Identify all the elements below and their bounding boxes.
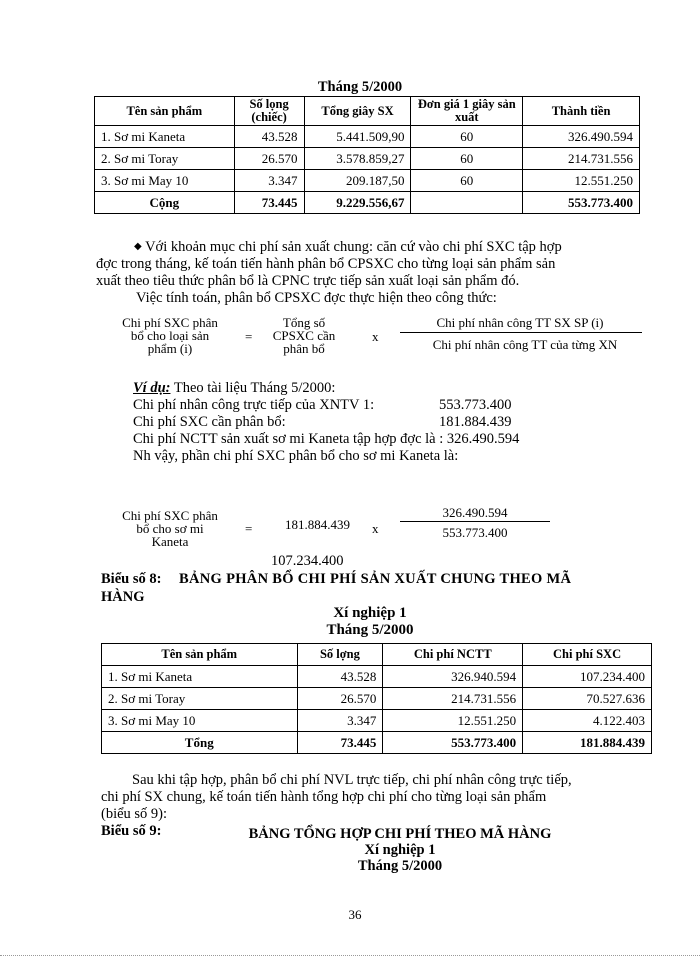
header-cell: Số lọng (chiếc) [234,97,304,126]
bieu8-title: BẢNG PHÂN BỔ CHI PHÍ SẢN XUẤT CHUNG THEO MÃ [179,571,572,587]
header-cell: Đơn giá 1 giây sản xuất [411,97,523,126]
formula-text: CPSXC cần [272,328,336,343]
total-seconds: 5.441.509,90 [304,126,411,148]
total-label: Tổng [102,732,298,754]
formula1-left [110,316,230,355]
example-line: Nh vậy, phần chi phí SXC phân bổ cho sơ mi Kaneta là: [133,448,459,464]
equals-sign: = [245,329,253,344]
paragraph-line: Với khoản mục chi phí sản xuất chung: căn cứ vào chi phí SXC tập hợp [145,239,562,255]
example-label: Ví dụ: [133,380,171,396]
example-line: Theo tài liệu Tháng 5/2000: [173,380,336,396]
paragraph-line: chi phí SX chung, kế toán tiến hành tổng hợp chi phí cho từng loại sản phẩm [101,789,547,805]
product-name: 1. Sơ mi Kaneta [95,126,235,148]
product-name: 3. Sơ mi May 10 [102,710,298,732]
table-row [102,666,652,688]
table-header-row [95,97,640,126]
times-sign: x [372,329,379,344]
equals-sign: = [245,521,253,536]
paragraph-line: Việc tính toán, phân bổ CPSXC đợc thực hiện theo công thức: [136,290,497,306]
quantity: 43.528 [297,666,383,688]
bieu8-title-cont: HÀNG [101,589,145,605]
direct-labor-cost: 553.773.400 [439,397,512,413]
product-name: 2. Sơ mi Toray [102,688,298,710]
paragraph-line: (biểu số 9): [101,806,168,822]
formula-text: phân bổ [283,341,325,356]
page-number: 36 [348,907,362,922]
total-label: Cộng [95,192,235,214]
table-row [95,126,640,148]
total-quantity: 73.445 [297,732,383,754]
example-block [133,380,653,465]
bieu8-label: Biểu số 8: [101,571,162,587]
paragraph-line: xuất theo tiêu thức phân bổ là CPNC trực tiếp sản xuất loại sản phẩm đó. [96,273,520,289]
page-bottom-rule [0,955,700,956]
formula2-left [110,509,230,548]
formula2-denominator: 553.773.400 [442,525,508,540]
formula2-numerator: 326.490.594 [442,505,508,520]
example-line: Chi phí nhân công trực tiếp của XNTV 1: [133,397,375,413]
formula1-denominator: Chi phí nhân công TT của từng XN [432,337,618,352]
unit-price: 60 [411,148,523,170]
fraction-line [400,332,642,333]
production-cost-table [94,96,640,214]
period: Tháng 5/2000 [357,858,443,874]
table-row [95,170,640,192]
bieu8-subtitle [300,605,440,639]
total-quantity: 73.445 [234,192,304,214]
formula-text: bổ cho sơ mi [136,521,204,536]
amount: 12.551.250 [523,170,640,192]
header-cell: Thành tiền [523,97,640,126]
company-unit: Xí nghiệp 1 [364,842,436,858]
amount: 214.731.556 [523,148,640,170]
header-cell: Tên sản phẩm [102,644,298,666]
table-row [102,688,652,710]
overhead-to-allocate: 181.884.439 [439,414,512,430]
product-name: 2. Sơ mi Toray [95,148,235,170]
header-cell: Số lợng [297,644,383,666]
overhead-allocation-table [101,643,652,754]
table-row [95,148,640,170]
header-cell: Tổng giây SX [304,97,411,126]
formula2-result: 107.234.400 [271,553,344,569]
bieu9-label: Biểu số 9: [101,823,162,839]
amount: 326.490.594 [523,126,640,148]
fraction-line [400,521,550,522]
formula-text: phẩm (i) [147,341,193,356]
total-overhead: 181.884.439 [523,732,652,754]
summary-paragraph [101,772,661,823]
total-seconds: 209.187,50 [304,170,411,192]
formula-text: Tổng số [282,315,326,330]
formula2-value: 181.884.439 [285,517,350,532]
bieu8-heading [101,570,661,606]
header-cell: Tên sản phẩm [95,97,235,126]
period: Tháng 5/2000 [326,622,414,638]
formula-text: Kaneta [151,534,189,549]
overhead: 107.234.400 [523,666,652,688]
total-amount: 553.773.400 [523,192,640,214]
table-header-row [102,644,652,666]
quantity: 3.347 [234,170,304,192]
table-total-row [95,192,640,214]
total-seconds: 9.229.556,67 [304,192,411,214]
direct-labor: 326.940.594 [383,666,523,688]
unit-price: 60 [411,126,523,148]
total-seconds: 3.578.859,27 [304,148,411,170]
paragraph-line: đợc trong tháng, kế toán tiến hành phân bổ CPSXC cho từng loại sản phẩm sản [96,256,556,272]
direct-labor: 12.551.250 [383,710,523,732]
bieu9-title: BẢNG TỔNG HỢP CHI PHÍ THEO MÃ HÀNG [248,826,552,842]
example-line: Chi phí NCTT sản xuất sơ mi Kaneta tập hợp đợc là : 326.490.594 [133,431,520,447]
overhead: 4.122.403 [523,710,652,732]
header-cell: Chi phí SXC [523,644,652,666]
unit-price: 60 [411,170,523,192]
table-row [102,710,652,732]
formula1-middle [264,316,344,355]
quantity: 43.528 [234,126,304,148]
formula-text: Chi phí SXC phân [122,508,218,523]
quantity: 26.570 [234,148,304,170]
direct-labor: 214.731.556 [383,688,523,710]
overhead: 70.527.636 [523,688,652,710]
total-direct-labor: 553.773.400 [383,732,523,754]
company-unit: Xí nghiệp 1 [333,605,407,621]
product-name: 1. Sơ mi Kaneta [102,666,298,688]
times-sign: x [372,521,379,536]
example-line: Chi phí SXC cần phân bổ: [133,414,286,430]
total-unit-price [411,192,523,214]
table-total-row [102,732,652,754]
bullet-icon: ◆ [134,241,142,252]
formula-text: Chi phí SXC phân [122,315,218,330]
header-cell: Chi phí NCTT [383,644,523,666]
bieu9-heading [200,826,600,874]
allocation-paragraph [96,238,656,307]
quantity: 3.347 [297,710,383,732]
product-name: 3. Sơ mi May 10 [95,170,235,192]
formula-text: bổ cho loại sản [130,328,210,343]
quantity: 26.570 [297,688,383,710]
paragraph-line: Sau khi tập hợp, phân bổ chi phí NVL trực tiếp, chi phí nhân công trực tiếp, [132,772,572,788]
formula1-numerator: Chi phí nhân công TT SX SP (i) [436,315,604,330]
table1-caption: Tháng 5/2000 [317,79,403,95]
